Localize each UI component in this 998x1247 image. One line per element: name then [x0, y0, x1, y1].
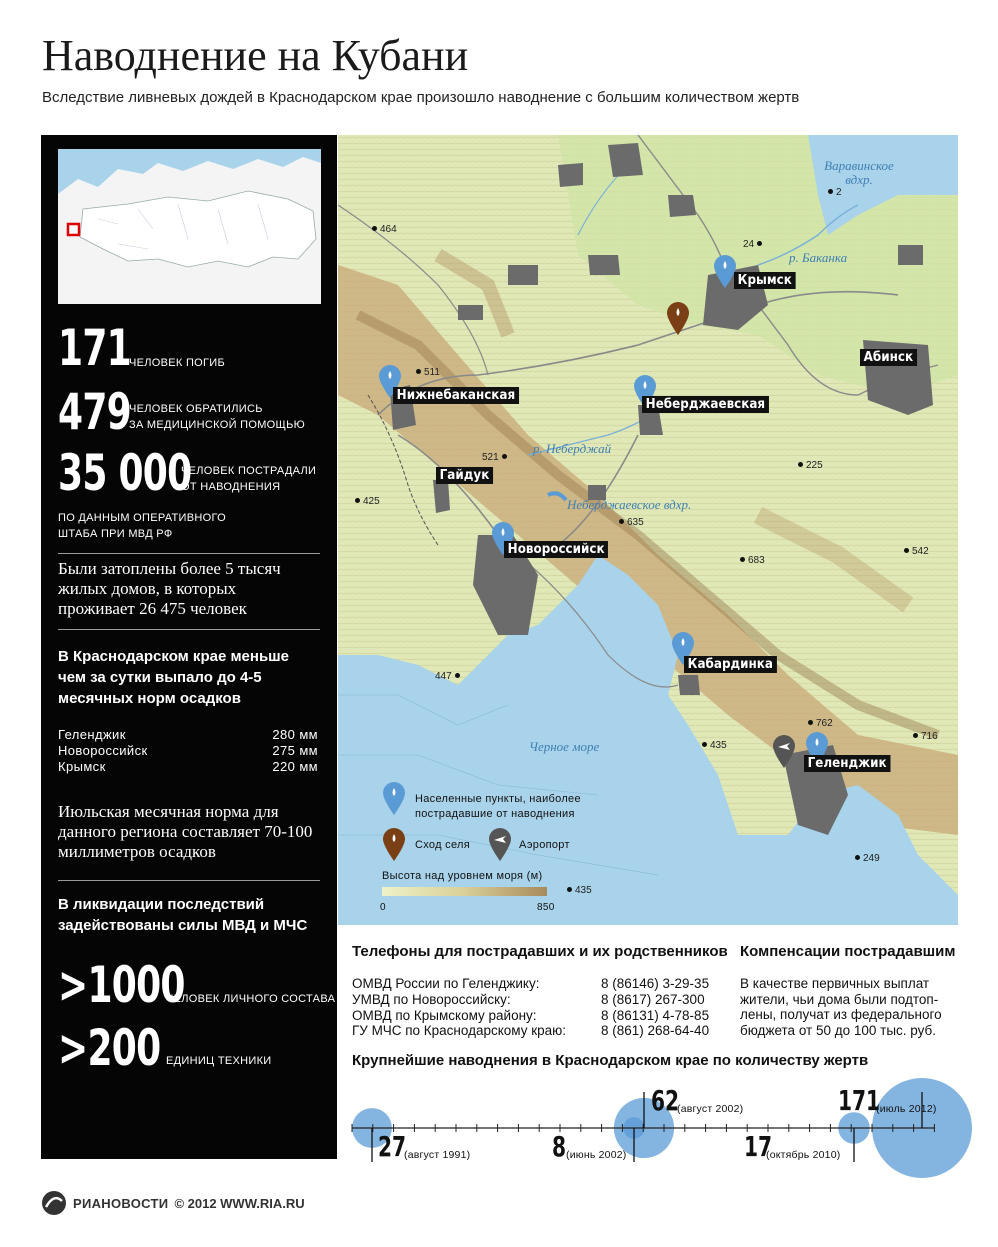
stats-panel — [41, 135, 337, 1159]
elevation-scale — [382, 887, 547, 896]
stat-medical-value: 479 — [58, 383, 131, 441]
elevation-point: 447 — [435, 671, 460, 682]
phone-row — [352, 1023, 722, 1039]
legend-mudflow-pin-icon — [382, 828, 406, 862]
legend-mudflow-text: Сход селя — [415, 839, 470, 851]
phone-number[interactable]: 8 (861) 268-64-40 — [601, 1023, 710, 1038]
elevation-point: 249 — [855, 853, 880, 864]
compensation-heading: Компенсации пострадавшим — [740, 943, 956, 960]
rainfall-city: Геленджик — [58, 727, 126, 742]
elevation-point: 425 — [355, 496, 380, 507]
reservoir-label-varavinskoe: Варавинское вдхр. — [824, 158, 894, 187]
footer-logo: РИАНОВОСТИ — [73, 1195, 169, 1211]
source-line-1: ПО ДАННЫМ ОПЕРАТИВНОГО — [58, 512, 226, 524]
russia-locator-map — [58, 149, 321, 304]
elevation-min: 0 — [380, 902, 386, 913]
city-label-kabardinka: Кабардинка — [684, 656, 777, 673]
elevation-point: 24 — [743, 239, 762, 250]
city-label-nizhnebakanskaya: Нижнебаканская — [393, 387, 519, 404]
divider — [58, 629, 320, 630]
timeline-date: (июнь 2002) — [566, 1149, 627, 1161]
phones-heading: Телефоны для пострадавших и их родственников — [352, 943, 728, 960]
ria-logo-icon — [41, 1190, 67, 1216]
rainfall-row — [58, 743, 318, 759]
divider — [58, 553, 320, 554]
elevation-point: 2 — [828, 187, 842, 198]
city-label-neberdzhaevskaya: Неберджаевская — [642, 396, 769, 413]
phone-org: ГУ МЧС по Краснодарскому краю: — [352, 1023, 567, 1038]
rainfall-row — [58, 727, 318, 743]
elevation-max: 850 — [537, 902, 555, 913]
stat-medical-label-2: ЗА МЕДИЦИНСКОЙ ПОМОЩЬЮ — [129, 419, 306, 431]
elevation-point: 683 — [740, 555, 765, 566]
source-line-2: ШТАБА ПРИ МВД РФ — [58, 528, 173, 540]
timeline-date: (август 1991) — [404, 1149, 471, 1161]
timeline-victims-value: 17 — [744, 1130, 773, 1163]
norm-text: Июльская месячная норма для данного региона составляет 70-100 миллиметров осадков — [58, 802, 313, 861]
timeline-date: (август 2002) — [677, 1103, 744, 1115]
sea-label: Черное море — [529, 739, 600, 754]
stat-affected-value: 35 000 — [58, 444, 192, 502]
stat-deaths-label: ЧЕЛОВЕК ПОГИБ — [129, 357, 226, 369]
phone-number[interactable]: 8 (8617) 267-300 — [601, 992, 705, 1007]
timeline-date: (июль 2012) — [876, 1103, 937, 1115]
city-label-abinsk: Абинск — [860, 349, 917, 366]
phone-row — [352, 1008, 722, 1024]
elevation-point: 435 — [567, 885, 592, 896]
footer — [41, 1189, 305, 1217]
legend-elevation-title: Высота над уровнем моря (м) — [382, 870, 543, 882]
phone-row — [352, 976, 722, 992]
phone-row — [352, 992, 722, 1008]
elevation-point: 225 — [798, 460, 823, 471]
elevation-point: 521 — [482, 452, 507, 463]
stat-deaths-value: 171 — [58, 319, 131, 377]
phone-org: ОМВД по Крымскому району: — [352, 1008, 537, 1023]
flood-map — [338, 135, 958, 925]
stat-affected-label-1: ЧЕЛОВЕК ПОСТРАДАЛИ — [181, 465, 317, 477]
phone-org: УМВД по Новороссийску: — [352, 992, 511, 1007]
city-label-novorossiysk: Новороссийск — [504, 541, 608, 558]
legend-flooded-text: Населенные пункты, наиболее пострадавшие от наводнения — [415, 793, 581, 820]
stat-equipment-value: >200 — [58, 1019, 161, 1077]
legend-airport-pin-icon — [488, 828, 512, 862]
rainfall-city: Крымск — [58, 759, 106, 774]
legend-flood-pin-icon — [382, 782, 406, 816]
timeline-heading: Крупнейшие наводнения в Краснодарском крае по количеству жертв — [352, 1052, 869, 1069]
timeline-victims-value: 27 — [378, 1130, 407, 1163]
phone-number[interactable]: 8 (86146) 3-29-35 — [601, 976, 710, 991]
mudflow-pin-icon — [666, 302, 690, 336]
rainfall-city: Новороссийск — [58, 743, 148, 758]
elevation-point: 435 — [702, 740, 727, 751]
stat-medical-label-1: ЧЕЛОВЕК ОБРАТИЛИСЬ — [129, 403, 263, 415]
region-marker — [68, 224, 79, 235]
compensation-text: В качестве первичных выплат жители, чьи дома были подтоп-лены, получат из федерального бюджета от 50 до 100 тыс. руб. — [740, 976, 942, 1038]
elevation-point: 464 — [372, 224, 397, 235]
timeline-victims-value: 8 — [552, 1130, 567, 1163]
rain-heading: В Краснодарском крае меньше чем за сутки выпало до 4-5 месячных норм осадков — [58, 648, 290, 707]
rainfall-value: 280 мм — [272, 727, 318, 742]
stat-personnel-value: >1000 — [58, 956, 185, 1014]
timeline-victims-value: 171 — [838, 1084, 881, 1117]
river-label-neberdzhai: р. Неберджай — [533, 441, 612, 456]
phone-org: ОМВД России по Геленджику: — [352, 976, 540, 991]
stat-affected-label-2: ОТ НАВОДНЕНИЯ — [181, 481, 281, 493]
elevation-point: 635 — [619, 517, 644, 528]
airport-pin-icon — [772, 735, 796, 769]
reservoir-label-neberdzhaevskoe: Неберджаевское вдхр. — [567, 497, 692, 512]
elevation-point: 762 — [808, 718, 833, 729]
river-label-bakanka: р. Баканка — [789, 250, 848, 265]
rainfall-row — [58, 759, 318, 775]
elevation-point: 716 — [913, 731, 938, 742]
phone-number[interactable]: 8 (86131) 4-78-85 — [601, 1008, 710, 1023]
rainfall-value: 275 мм — [272, 743, 318, 758]
legend-airport-text: Аэропорт — [519, 839, 570, 851]
footer-copyright[interactable]: © 2012 WWW.RIA.RU — [174, 1195, 305, 1211]
city-label-krymsk: Крымск — [734, 272, 795, 289]
stat-personnel-label: ЧЕЛОВЕК ЛИЧНОГО СОСТАВА — [166, 993, 336, 1005]
timeline-date: (октябрь 2010) — [766, 1149, 841, 1161]
rainfall-value: 220 мм — [272, 759, 318, 774]
city-label-gelendzhik: Геленджик — [804, 755, 890, 772]
forces-heading: В ликвидации последствий задействованы силы МВД и МЧС — [58, 896, 308, 934]
divider — [58, 880, 320, 881]
elevation-point: 542 — [904, 546, 929, 557]
page-title: Наводнение на Кубани — [42, 31, 469, 80]
flooded-houses-text: Были затоплены более 5 тысяч жилых домов, в которых проживает 26 475 человек — [58, 559, 281, 618]
city-label-gaiduk: Гайдук — [436, 467, 493, 484]
elevation-point: 511 — [416, 367, 440, 378]
page-subtitle: Вследствие ливневых дождей в Краснодарском крае произошло наводнение с большим количеством жертв — [42, 89, 800, 106]
timeline-victims-value: 62 — [651, 1084, 680, 1117]
stat-equipment-label: ЕДИНИЦ ТЕХНИКИ — [166, 1055, 272, 1067]
